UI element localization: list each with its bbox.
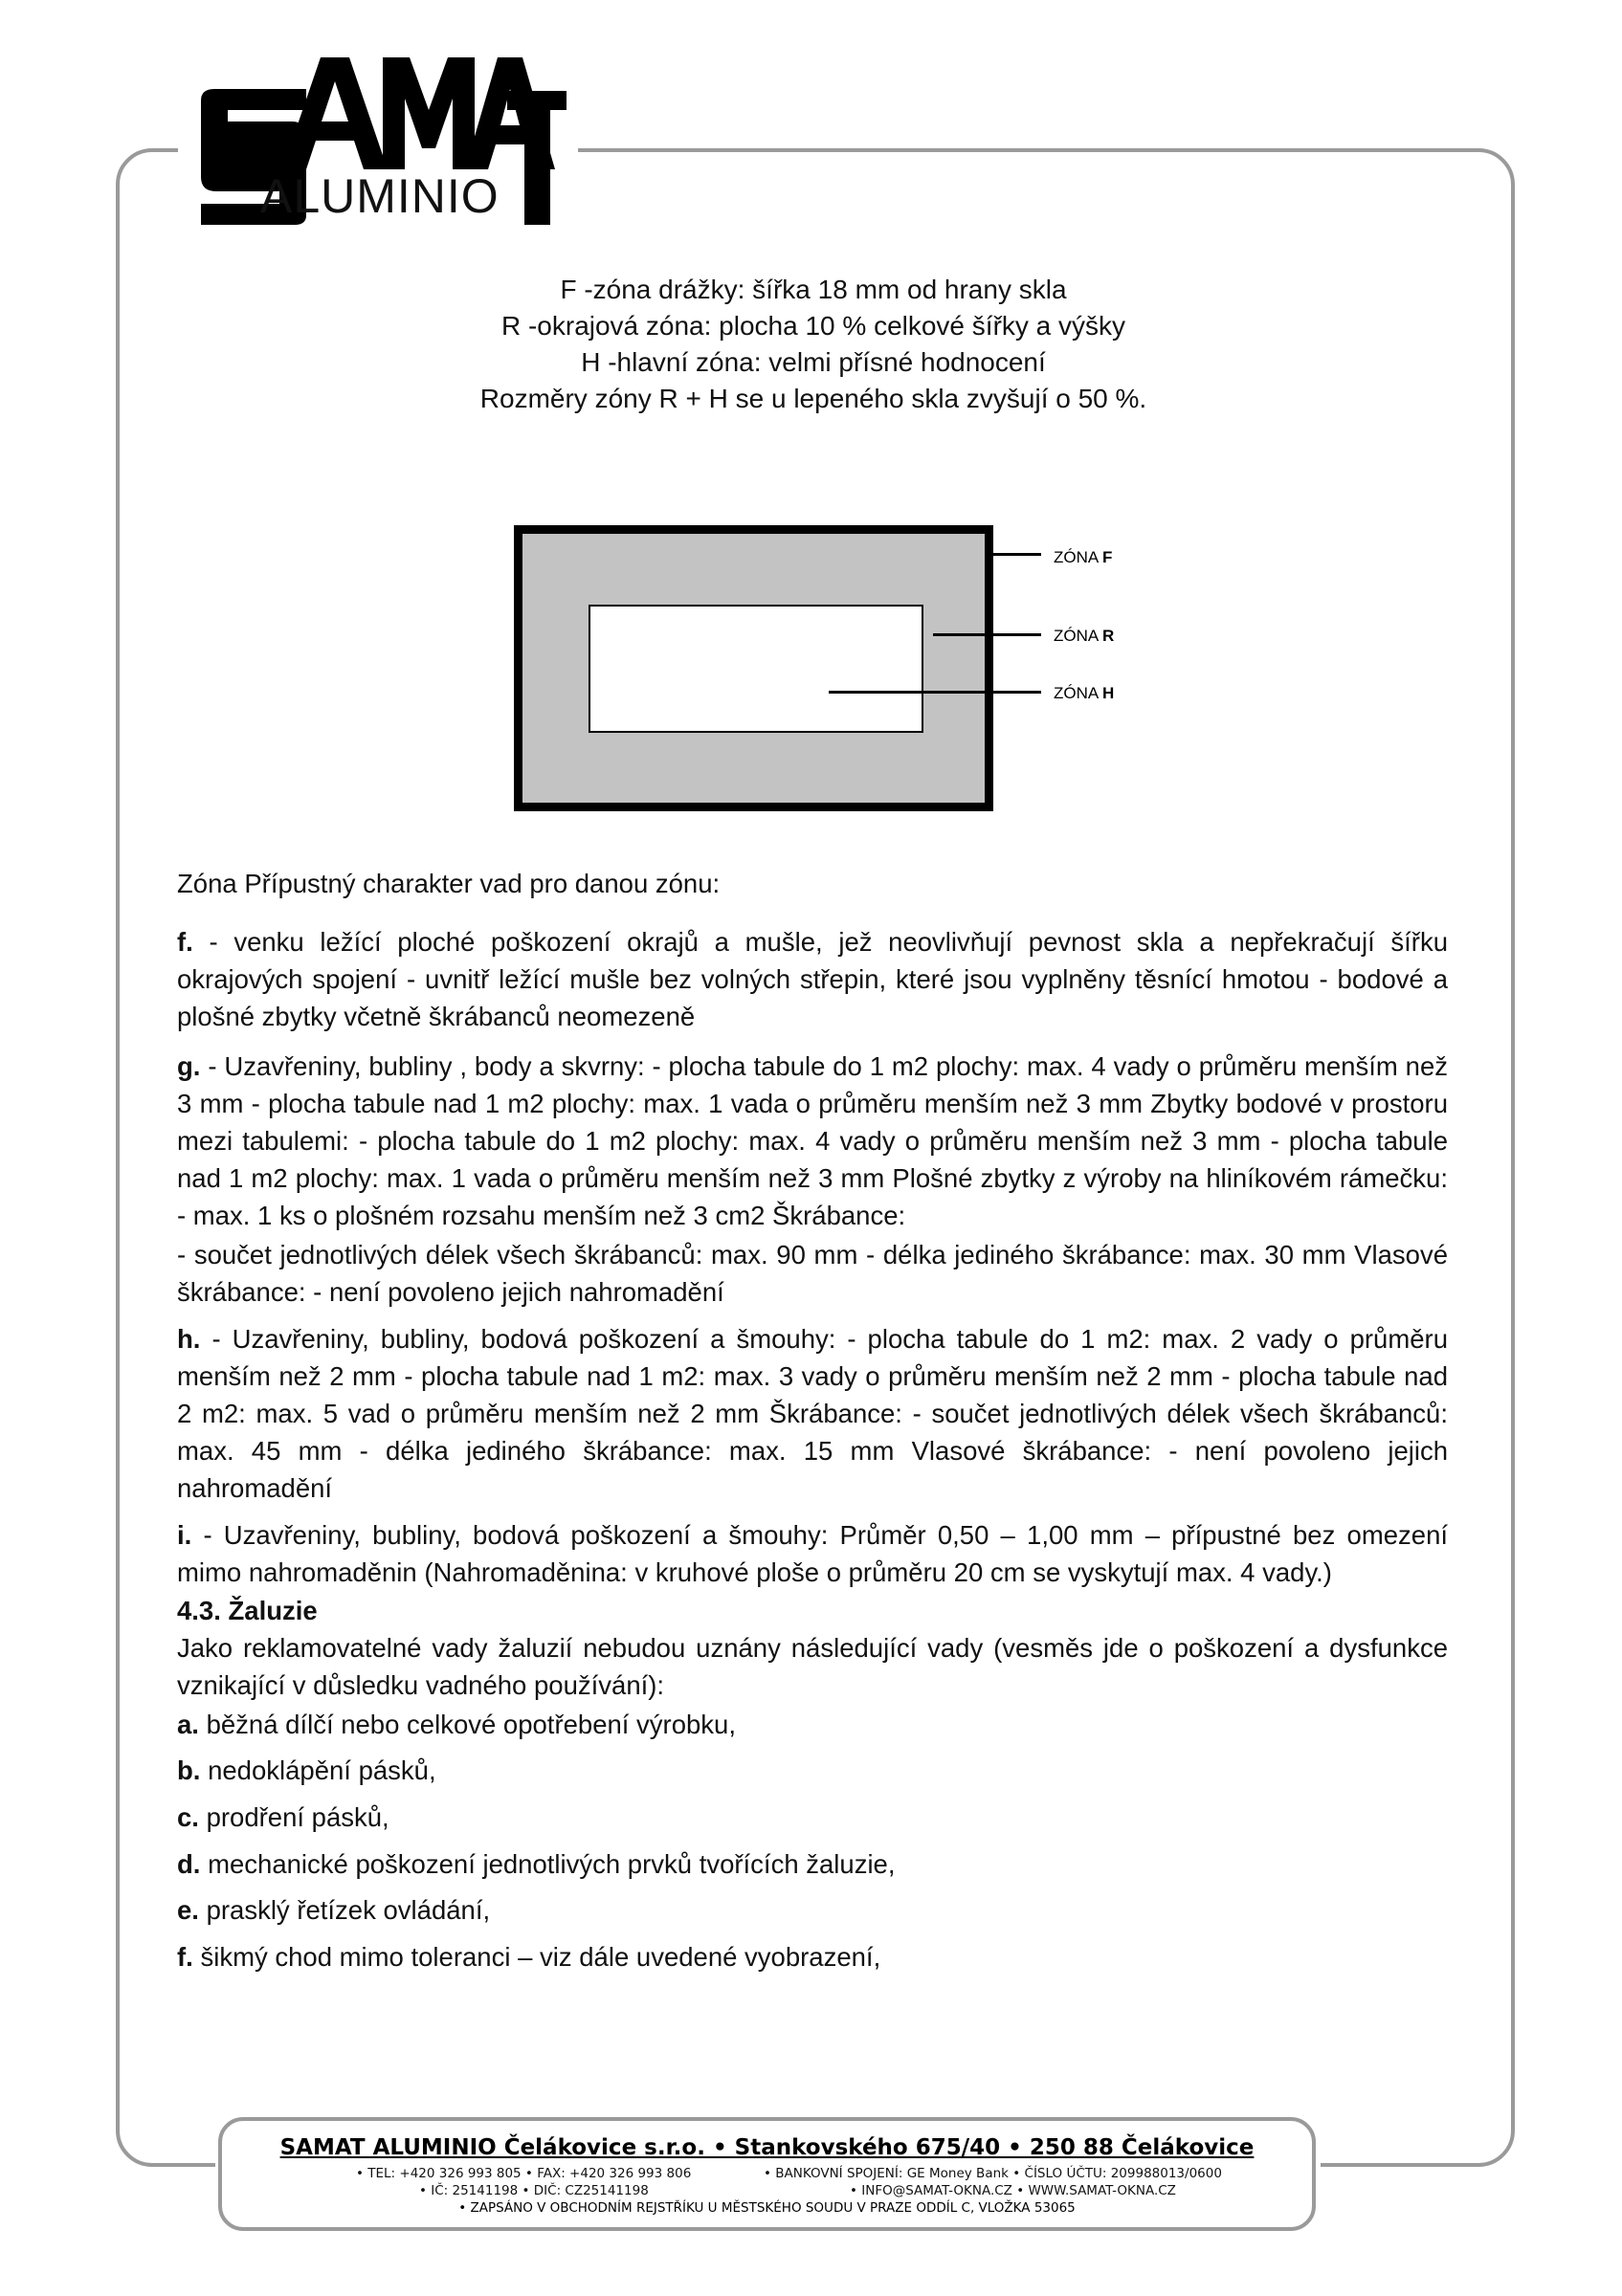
- defect-item-f: f. - venku ležící ploché poškození okrajů a mušle, jež neovlivňují pevnost skla a nepřekračují šířku okrajových spojení - uvnitř ležící mušle bez volných střepin, které jsou vyplněny těsnící hmotou - bodové a plošné zbytky včetně škrábanců neomezeně: [177, 927, 1448, 1031]
- footer-company-line: SAMAT ALUMINIO Čelákovice s.r.o. • Stankovského 675/40 • 250 88 Čelákovice: [279, 2135, 1255, 2160]
- zaluzie-list-item-f: f. šikmý chod mimo toleranci – viz dále uvedené vyobrazení,: [177, 1942, 881, 1972]
- logo-aluminio-text: ALUMINIO: [260, 169, 500, 223]
- footer-ids: • IČ: 25141198 • DIČ: CZ25141198: [419, 2183, 649, 2198]
- zone-h-area: [589, 605, 923, 733]
- intro-line-h: H -hlavní zóna: velmi přísné hodnocení: [581, 347, 1046, 377]
- footer-bank: • BANKOVNÍ SPOJENÍ: GE Money Bank • ČÍSLO ÚČTU: 209988013/0600: [764, 2166, 1222, 2181]
- zaluzie-list-item-a: a. běžná dílčí nebo celkové opotřebení výrobku,: [177, 1710, 736, 1739]
- zone-f-leader: [993, 553, 1041, 556]
- zone-h-label: ZÓNA H: [1054, 684, 1115, 702]
- section-heading-zaluzie: 4.3. Žaluzie: [177, 1596, 318, 1625]
- defect-item-g: g. - Uzavřeniny, bubliny , body a skvrny: - plocha tabule do 1 m2 plochy: max. 4 vady o průměru menším než 3 mm - plocha tabule nad 1 m2 plochy: max. 1 vada o průměru menším než 3 mm Zbytky bodové v prostoru mezi tabulemi: - plocha tabule do 1 m2 plochy: max. 4 vady o průměru menším než 3 mm - plocha tabule nad 1 m2 plochy: max. 1 vada o průměru menším než 3 mm Plošné zbytky z výroby na hliníkovém rámečku: - max. 1 ks o plošném rozsahu menším než 3 cm2 Škrábance:: [177, 1051, 1448, 1230]
- intro-line-r: R -okrajová zóna: plocha 10 % celkové šířky a výšky: [500, 311, 1126, 341]
- zone-character-heading: Zóna Přípustný charakter vad pro danou zónu:: [177, 869, 721, 898]
- defect-item-g-cont: - součet jednotlivých délek všech škrábanců: max. 90 mm - délka jediného škrábance: max. 30 mm Vlasové škrábance: - není povoleno jejich nahromadění: [177, 1240, 1448, 1307]
- zaluzie-list-item-b: b. nedoklápění pásků,: [177, 1755, 436, 1785]
- zone-f-label: ZÓNA F: [1054, 548, 1113, 566]
- defect-item-h: h. - Uzavřeniny, bubliny, bodová poškození a šmouhy: - plocha tabule do 1 m2: max. 2 vady o průměru menším než 2 mm - plocha tabule nad 1 m2: max. 3 vady o průměru menším než 2 mm - plocha tabule nad 2 m2: max. 5 vad o průměru menším než 2 mm Škrábance: - součet jednotlivých délek všech škrábanců: max. 45 mm - délka jediného škrábance: max. 15 mm Vlasové škrábance: - není povoleno jejich nahromadění: [177, 1324, 1448, 1503]
- zaluzie-list-item-c: c. prodření pásků,: [177, 1802, 389, 1832]
- zone-h-leader: [829, 691, 1041, 694]
- zaluzie-list-item-e: e. prasklý řetízek ovládání,: [177, 1895, 491, 1925]
- zaluzie-list-item-d: d. mechanické poškození jednotlivých prvků tvořících žaluzie,: [177, 1849, 896, 1879]
- footer-registry: • ZAPSÁNO V OBCHODNÍM REJSTŘÍKU U MĚSTSKÉHO SOUDU V PRAZE ODDÍL C, VLOŽKA 53065: [458, 2200, 1076, 2216]
- intro-line-f: F -zóna drážky: šířka 18 mm od hrany skla: [560, 275, 1067, 304]
- defect-item-i: i. - Uzavřeniny, bubliny, bodová poškození a šmouhy: Průměr 0,50 – 1,00 mm – přípustné bez omezení mimo nahromaděnin (Nahromaděnina: v kruhové ploše o průměru 20 cm se vyskytují max. 4 vady.): [177, 1520, 1448, 1587]
- footer-contact: • INFO@SAMAT-OKNA.CZ • WWW.SAMAT-OKNA.CZ: [850, 2183, 1176, 2198]
- intro-line-size: Rozměry zóny R + H se u lepeného skla zvyšují o 50 %.: [479, 384, 1147, 413]
- zone-r-label: ZÓNA R: [1054, 627, 1115, 645]
- zaluzie-intro: Jako reklamovatelné vady žaluzií nebudou uznány následující vady (vesměs jde o poškození a dysfunkce vznikající v důsledku vadného používání):: [177, 1633, 1448, 1700]
- zone-r-leader: [933, 633, 1041, 636]
- footer-phone-fax: • TEL: +420 326 993 805 • FAX: +420 326 993 806: [356, 2166, 692, 2181]
